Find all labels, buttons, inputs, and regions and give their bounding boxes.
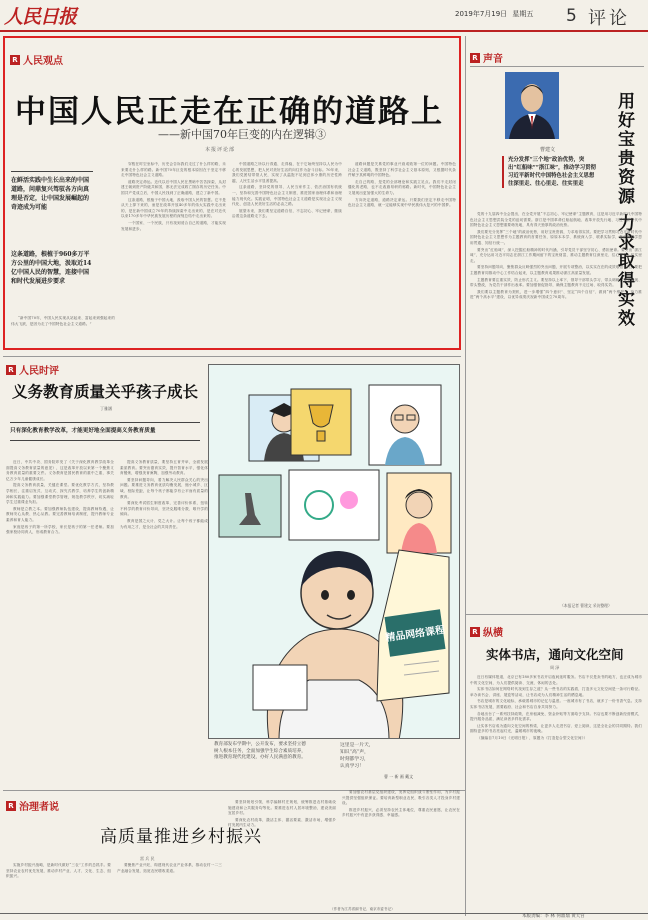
zhili-section-label: 治理者说 — [19, 802, 59, 813]
zhili-section-tag — [6, 798, 59, 813]
shiping-headline: 义务教育质量关乎孩子成长 — [12, 382, 199, 401]
sidebar-section-label: 声音 — [483, 54, 503, 65]
section-r-icon: R — [470, 53, 480, 63]
page-number: 5 — [566, 6, 577, 26]
sidebar-author: 曹建文 — [540, 147, 556, 153]
section-r-icon: R — [6, 365, 16, 375]
board-sign-text: 精品网络课程 — [384, 624, 446, 645]
shiping-section-label: 人民时评 — [19, 366, 59, 377]
pull-quote-2-text: 这条道路，根植于960多万平方公里的中国大地，汲取近14亿中国人民的智慧，连接中国和时代发展进步要求 — [11, 251, 92, 285]
zhili-body-col-1: 实施乡村振兴战略，是新时代做好“三农”工作的总抓手。要坚持农业农村优先发展，推动乡村产业、人才、文化、生态、组织振兴。 — [6, 863, 111, 879]
sidebar-portrait — [505, 72, 559, 139]
lead-body-col-1: 穿梭在时空坐标中，历史会告诉我们走过了什么样的路，未来要走什么样的路。新中国70年巨变的根本原因在于坚定不移走中国特色社会主义道路。 道路决定命运。近代以后中国人民在黑暗中苦苦探索，从封建王朝到资产阶级共和国，都无法完成救亡图存的历史任务。中国共产党成立后，中国人民找到了正确道路，建立了新中国。 这条道路，根植于中国大地，汲取中国人民的智慧。它不是从天上掉下来的，而是在改革开放40多年的伟大实践中走出来的，是在新中国成立70年的持续探索中走出来的，是在对近代以来170多年中华民族发展历程的深刻总结中走出来的。 一个国家、一个民族，只有找到适合自己的道路，才能实现发展和进步。 — [121, 162, 226, 231]
page-footer-editors: 本版责编：李 林 何鼎鼎 黄天宫 — [522, 914, 585, 919]
section-r-icon: R — [6, 801, 16, 811]
sidebar-quote — [502, 156, 598, 188]
zhili-headline: 高质量推进乡村振兴 — [100, 827, 262, 847]
zhili-footer-note: （作者为江苏省副书记、南京市委书记） — [330, 907, 395, 911]
section-r-icon: R — [470, 627, 480, 637]
lead-body-col-2: 中国道路之所以行得通、走得稳，在于它始终坚持以人民为中心的发展思想，把人民对美好生活的向往作为奋斗目标。70年来，我们党团结带领人民，实现了从温饱不足到总体小康的历史性跨越，人民生活水平显著提高。 这条道路，坚持党的领导、人民当家作主、依法治国有机统一，坚持和完善中国特色社会主义制度，推进国家治理体系和治理能力现代化。实践证明，中国特色社会主义道路是实现社会主义现代化、创造人民美好生活的必由之路。 展望未来，我们要坚定道路自信，不忘初心、牢记使命，继续沿着这条道路走下去。 — [232, 162, 342, 219]
shiping-pull-quote-text: 只有深化教育教学改革，才能更好地全面提高义务教育质量 — [10, 428, 156, 434]
masthead-date — [455, 9, 533, 19]
pull-quote-1-text: 在鲜活实践中生长出来的中国道路，问鼎复兴驾驭各方向真理是否定，让中国发展崛起的奇迹成为可能 — [11, 177, 90, 211]
zhili-body-col-3: 要坚持规划引领，科学编制村庄规划，统筹推进农村基础设施建设和公共服务均等化。要推进农村人居环境整治，建设美丽宜居乡村。 要深化农村改革，激活主体、激活要素、激活市场，增强乡村发展内生动力。 — [228, 800, 336, 828]
sidebar-footer: （本报记者 曹建文 采访整理） — [560, 603, 612, 608]
lead-pull-quote-1 — [11, 171, 93, 212]
shiping-body-col-1: 近日，中共中央、国务院印发了《关于深化教育教学改革全面提高义务教育质量的意见》，这是改革开放以来第一个聚焦义务教育质量的重要文件。义务教育是国民教育的重中之重，事关亿万少年儿童健康成长。 提高义务教育质量，关键在课堂。要优化教学方式，坚持教学相长，注重启发式、互动式、探究式教学，培养学生的创新精神和实践能力。要加强课堂教学管理，规范教学秩序，切实减轻学生过重课业负担。 教师是立教之本。要加强教师队伍建设，提高教师待遇，让教师安心从教、热心从教。要完善教师培训制度，提升教师专业素养和育人能力。 家庭是孩子的第一所学校，家长是孩子的第一任老师。要加强家校协同育人，形成教育合力。 — [6, 460, 114, 535]
issue-weekday: 星期五 — [512, 10, 534, 18]
sidebar-section-tag — [470, 50, 503, 65]
lead-article — [3, 36, 461, 350]
zongheng-section-tag — [470, 624, 503, 639]
zongheng-byline: 周 泽 — [550, 665, 560, 670]
zhili-body-col-2: 要聚焦产业兴旺，构建现代农业产业体系，推动农村一二三产业融合发展，拓宽农民增收渠道。 — [117, 863, 222, 873]
zongheng-section-label: 纵横 — [483, 628, 503, 639]
sidebar-vertical-title: 用好宝贵资源 力求取得实效 — [614, 92, 634, 328]
lead-section-label: 人民观点 — [23, 56, 63, 67]
lead-pull-quote-2 — [11, 250, 93, 286]
shiping-pull-quote — [10, 422, 200, 441]
shiping-section-tag — [6, 362, 59, 377]
lead-body-col-0: “新中国70年，中国人民实现从站起来、富起来到强起来的伟大飞跃，是因为走了中国特色社会主义道路。” — [11, 316, 115, 326]
portrait-figure — [505, 72, 559, 139]
lead-body-col-3: 道路问题是关系党的事业兴衰成败第一位的问题。中国特色社会主义道路，既坚持了科学社会主义基本原则，又根据时代条件赋予其鲜明的中国特色。 走自己的路，是党的全部理论和实践立足点。我们不走封闭僵化的老路，也不走改旗易帜的邪路。新时代，中国特色社会主义展现出更加强大的生命力。 方向决定道路，道路决定命运。只要我们坚定不移走中国特色社会主义道路，就一定能够实现中华民族伟大复兴的中国梦。 — [348, 162, 456, 208]
masthead-logo: 人民日报 — [4, 6, 77, 28]
sidebar-body: 党的十九届四中全会提出，在全党开展“不忘初心、牢记使命”主题教育，这是用习近平新时代中国特色社会主义思想武装全党的迫切需要。浙江是中国革命红船起航地、改革开放先行地、习近平新时代中国特色社会主义思想重要萌发地，具有得天独厚的政治优势。 我们要充分发挥“三个地”的政治优势，用好宝贵资源，力求取得实效。要把学习贯彻习近平新时代中国特色社会主义思想作为主题教育的首要任务，原原本本学、系统深入学、联系实际学，真正做到学思用贯通、知信行统一。 要突出“红船味”，深入挖掘红船精神的时代内涵，引导党员干部坚守初心、勇担使命。要突出“浙江味”，充分运用习近平同志在浙江工作期间留下的宝贵财富，推动主题教育往深里走、往心里走、往实里走。 要坚持问题导向，聚焦群众反映强烈的突出问题，开展专项整治，以实实在在的成效取信于民。要把主题教育同推动中心工作结合起来，以主题教育成果推动浙江高质量发展。 主题教育要注重实效，防止形式主义。要坚持以上率下，领导干部带头学习、带头调研、带头检视、带头整改，为党员干部作出表率。要加强督促指导，确保主题教育不走过场、取得实效。 我们要以主题教育为契机，进一步增强“四个意识”、坚定“四个自信”、做到“两个维护”，奋力推进“两个高水平”建设，以优异成绩庆祝新中国成立70周年。 — [470, 212, 642, 300]
masthead — [0, 0, 648, 30]
issue-date: 2019年7月19日 — [455, 10, 508, 18]
section-r-icon: R — [10, 55, 20, 65]
zongheng-body: 近日有媒体报道，北京已有180多家书店开启夜间延时服务。书店不仅是卖书的地方，也正成为城市中的文化空间，为人们提供阅读、交流、休闲的去处。 实体书店如何在网络时代找到生存之道？从一些书店的实践看，打造多元文化空间是一条可行路径。举办读书会、讲座、展览等活动，让书店成为人们精神生活的栖息地。 书店是城市的文化地标，承载着城市的记忆与温度。一座城市有了书店，就多了一份书香气息。支持实体书店发展，需要政府、社会和书店自身共同努力。 各地出台了一系列扶持政策，在房租减免、资金补贴等方面给予支持。书店也要不断创新经营模式，提升服务品质，满足读者多样化需求。 让实体书店成为通向文化空间的桥梁，让更多人走进书店、爱上阅读，这是全社会的共同期待。我们期待更多的书店亮起灯光，温暖城市的夜晚。 （摘编自7月10日《光明日报》，原题为《打造复合型文化空间》） — [470, 675, 642, 740]
zhili-body-col-4: 要加强农村基层党组织建设，发挥党组织战斗堡垒作用，为乡村振兴提供坚强组织保证。要培育新型职业农民，吸引各类人才投身乡村建设。 推进乡村振兴，必须坚持农民主体地位，尊重农民意愿，让农民在乡村振兴中有更多获得感、幸福感。 — [342, 790, 460, 818]
cartoon-illustration — [208, 364, 460, 739]
lead-byline: 本报评论部 — [205, 147, 236, 153]
lead-headline: 中国人民正走在正确的道路上 — [15, 94, 444, 130]
zhili-byline: 雷 兵 民 — [140, 856, 155, 861]
lead-section-tag — [10, 52, 63, 67]
illustration-credit: 曹 一 新 画 戴文 — [384, 774, 414, 779]
lead-subtitle: ——新中国70年巨变的内在逻辑③ — [158, 128, 326, 141]
illustration-caption: 教育部发布学期中，公开发布，要求坚持立德树人根本任务，全面加强学生综合素质培养，推进教育现代化建设，办好人民满意的教育。 — [214, 742, 306, 761]
sidebar-quote-text: 充分发挥“三个地”政治优势，突出“红船味”“浙江味”，推动学习贯彻习近平新时代中国特色社会主义思想往深里走、往心里走、往实里走 — [508, 157, 596, 187]
shiping-body-col-2: 提高义务教育质量，要坚持五育并举，全面发展素质教育。要突出德育实效，提升智育水平，强化体育锻炼，增强美育熏陶，加强劳动教育。 要坚持问题导向，着力解决人民群众关心的突出问题。要推进义务教育优质均衡发展，缩小城乡、区域、校际差距，让每个孩子都能享有公平而有质量的教育。 要深化考试招生制度改革，完善评价体系，扭转不科学的教育评价导向，坚决克服唯分数、唯升学的倾向。 教育是国之大计、党之大计。让每个孩子都能成为有用之才，是全社会的共同责任。 — [120, 460, 208, 529]
page-section-title: 评论 — [588, 8, 630, 29]
shiping-byline: 丁雅涵 — [100, 406, 112, 411]
zongheng-headline: 实体书店，通向文化空间 — [486, 647, 624, 662]
illustration-poem: 这里是一片天， 知识“高”声， 时刻都学习， 认真学习！ — [340, 743, 374, 769]
cartoon-scene — [209, 365, 460, 739]
